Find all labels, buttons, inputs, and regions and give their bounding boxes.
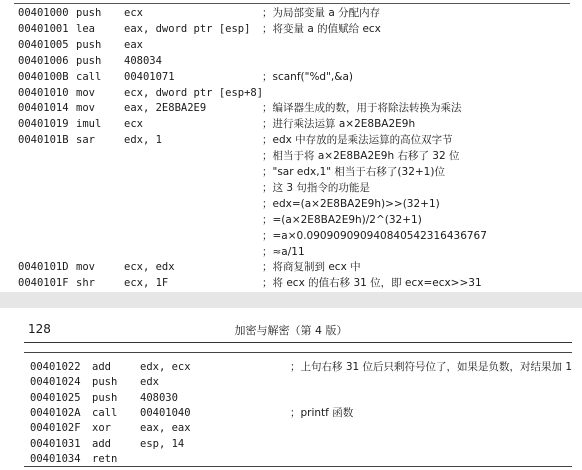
listing-top-rule xyxy=(24,352,572,353)
code-line xyxy=(0,274,582,292)
header-rule xyxy=(24,342,572,343)
page-gap xyxy=(0,292,582,308)
operands: 00401040 xyxy=(140,406,191,419)
address: 00401000 xyxy=(18,7,69,19)
mnemonic: shr xyxy=(76,277,95,290)
operands: edx xyxy=(140,376,159,389)
operands: edx, ecx xyxy=(140,361,191,373)
comment: ；相当于将 a×2E8BA2E9h 右移了 32 位 xyxy=(262,150,460,163)
address: 0040101D xyxy=(18,261,69,274)
mnemonic: mov xyxy=(76,86,95,99)
comment: ；=(a×2E8BA2E9h)/2^(32+1) xyxy=(262,213,422,226)
mnemonic: push xyxy=(76,7,102,19)
operands: 00401071 xyxy=(124,70,175,83)
mnemonic: push xyxy=(76,38,102,51)
address: 00401034 xyxy=(30,452,81,465)
comment: ；≈a/11 xyxy=(262,245,305,258)
operands: 408030 xyxy=(140,391,178,404)
operands: ecx, 1F xyxy=(124,277,169,290)
address: 0040102F xyxy=(30,422,81,435)
comment: ；编译器生成的数，用于将除法转换为乘法 xyxy=(262,102,462,115)
running-title: 加密与解密（第 4 版） xyxy=(234,324,348,337)
comment: ；"sar edx,1" 相当于右移了(32+1)位 xyxy=(262,166,445,178)
operands: eax, eax xyxy=(140,422,191,435)
address: 00401024 xyxy=(30,376,81,389)
mnemonic: retn xyxy=(92,452,118,465)
comment: ；将 ecx 的值右移 31 位，即 ecx=ecx>>31 xyxy=(262,277,482,290)
comment: ；进行乘法运算 a×2E8BA2E9h xyxy=(262,118,416,131)
mnemonic: xor xyxy=(92,422,111,435)
address: 00401001 xyxy=(18,22,69,35)
address: 00401019 xyxy=(18,118,69,131)
mnemonic: push xyxy=(92,391,118,404)
address: 00401022 xyxy=(30,361,81,373)
comment: ；将变量 a 的值赋给 ecx xyxy=(262,22,381,35)
operands: ecx xyxy=(124,118,143,131)
address: 0040102A xyxy=(30,406,81,419)
address: 00401006 xyxy=(18,54,69,67)
comment: ；这 3 句指令的功能是 xyxy=(262,181,370,194)
mnemonic: lea xyxy=(76,22,95,35)
comment: ；为局部变量 a 分配内存 xyxy=(262,7,381,19)
operands: eax, dword ptr [esp] xyxy=(124,22,251,35)
comment: ；printf 函数 xyxy=(290,406,354,419)
operands: ecx xyxy=(124,7,143,19)
bottom-page xyxy=(0,308,582,470)
comment: ；=a×0.09090909094084054231643676​7 xyxy=(262,229,487,242)
address: 0040101B xyxy=(18,134,69,147)
mnemonic: imul xyxy=(76,118,102,131)
mnemonic: call xyxy=(76,70,102,83)
mnemonic: push xyxy=(76,54,102,67)
operands: eax, 2E8BA2E9 xyxy=(124,102,207,115)
operands: edx, 1 xyxy=(124,134,162,147)
page-number: 128 xyxy=(28,322,51,336)
address: 0040101F xyxy=(18,277,69,290)
mnemonic: mov xyxy=(76,261,95,274)
address: 00401014 xyxy=(18,102,69,115)
operands: ecx, edx xyxy=(124,261,175,274)
comment: ；上句右移 31 位后只剩符号位了，如果是负数，对结果加 1 xyxy=(290,361,573,373)
comment: ；edx=(a×2E8BA2E9h)>>(32+1) xyxy=(262,197,440,210)
address: 00401010 xyxy=(18,86,69,99)
listing-bottom-rule xyxy=(24,466,572,467)
operands: 408034 xyxy=(124,54,162,67)
operands: eax xyxy=(124,38,143,51)
mnemonic: push xyxy=(92,376,118,389)
address: 00401005 xyxy=(18,38,69,51)
mnemonic: add xyxy=(92,361,111,373)
operands: ecx, dword ptr [esp+8] xyxy=(124,86,264,99)
address: 0040100B xyxy=(18,70,69,83)
operands: esp, 14 xyxy=(140,437,185,450)
comment: ；将商复制到 ecx 中 xyxy=(262,261,361,274)
mnemonic: call xyxy=(92,406,118,419)
comment: ；scanf("%d",&a) xyxy=(262,70,353,83)
mnemonic: sar xyxy=(76,134,95,147)
mnemonic: add xyxy=(92,437,111,450)
comment: ；edx 中存放的是乘法运算的高位双字节 xyxy=(262,134,453,147)
address: 00401025 xyxy=(30,391,81,404)
mnemonic: mov xyxy=(76,102,95,115)
address: 00401031 xyxy=(30,437,81,450)
